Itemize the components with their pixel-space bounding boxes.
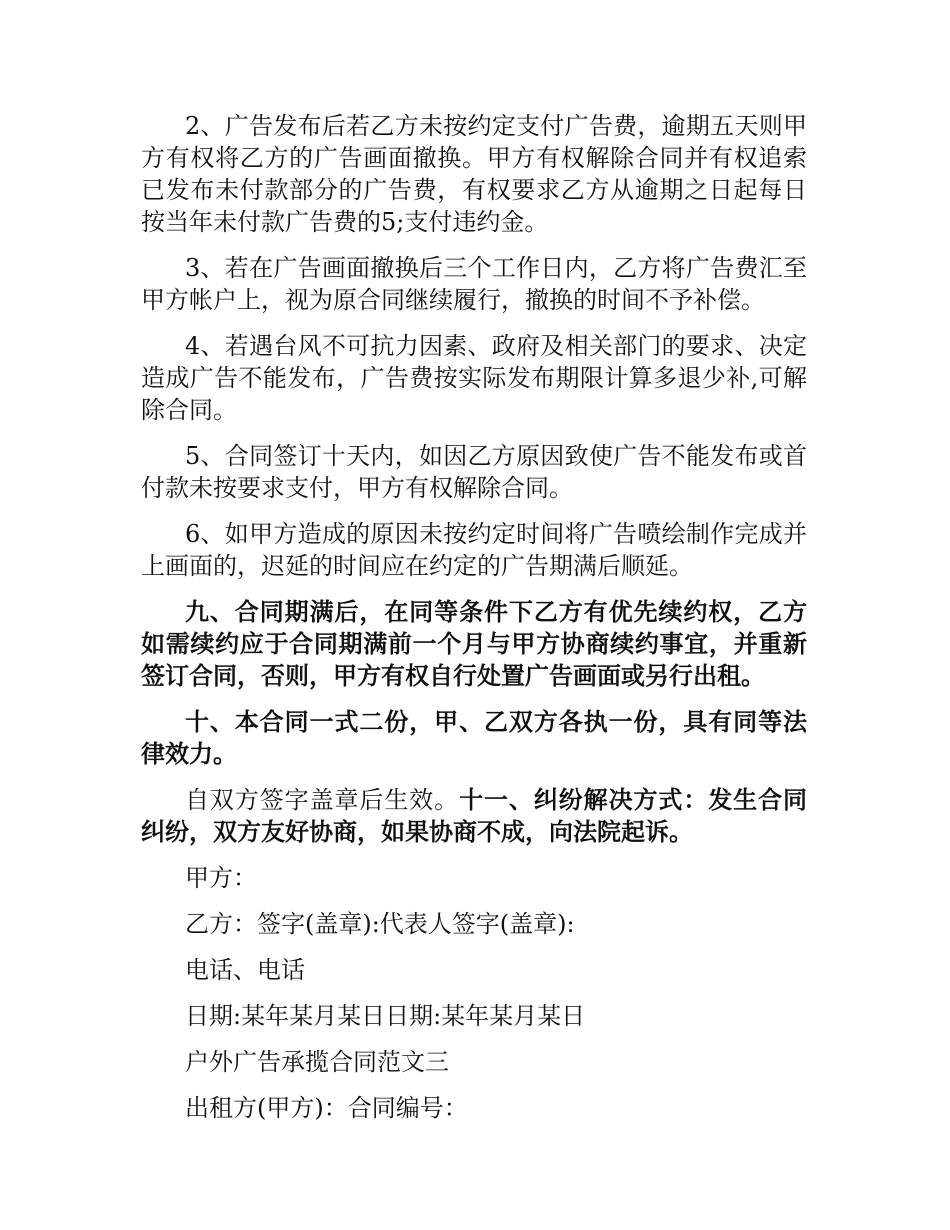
next-contract-title: 户外广告承揽合同范文三 xyxy=(185,1048,449,1076)
clause-10-copies: 十、本合同一式二份，甲、乙双方各执一份，具有同等法律效力。 xyxy=(141,707,807,768)
clause-8-item-6: 6、如甲方造成的原因未按约定时间将广告喷绘制作完成并上画面的，迟延的时间应在约定的广告期满后顺延。 xyxy=(141,520,807,580)
document-page xyxy=(141,110,807,1138)
clause-9-renewal: 九、合同期满后，在同等条件下乙方有优先续约权，乙方如需续约应于合同期满前一个月与甲方协商续约事宜，并重新签订合同，否则，甲方有权自行处置广告画面或另行出租。 xyxy=(141,597,807,690)
phone-line: 电话、电话 xyxy=(185,956,305,984)
lessor-line: 出租方(甲方)：合同编号： xyxy=(185,1094,468,1122)
clause-8-item-4: 4、若遇台风不可抗力因素、政府及相关部门的要求、决定造成广告不能发布，广告费按实际发布期限计算多退少补,可解除合同。 xyxy=(141,332,807,424)
effective-statement: 自双方签字盖章后生效。 xyxy=(185,786,460,814)
clause-8-item-2: 2、广告发布后若乙方未按约定支付广告费，逾期五天则甲方有权将乙方的广告画面撤换。甲方有权解除合同并有权追索已发布未付款部分的广告费，有权要求乙方从逾期之日起每日按当年未付款广告费的5;支付违约金。 xyxy=(141,112,807,236)
clause-11-paragraph xyxy=(141,784,807,848)
party-b-line: 乙方：签字(盖章):代表人签字(盖章): xyxy=(185,910,575,938)
clause-8-item-5: 5、合同签订十天内，如因乙方原因致使广告不能发布或首付款未按要求支付，甲方有权解除合同。 xyxy=(141,442,807,502)
date-line: 日期:某年某月某日日期:某年某月某日 xyxy=(185,1002,586,1030)
party-a-line: 甲方： xyxy=(185,864,257,892)
clause-8-item-3: 3、若在广告画面撤换后三个工作日内，乙方将广告费汇至甲方帐户上，视为原合同继续履行，撤换的时间不予补偿。 xyxy=(141,254,807,314)
clause-11-dispute: 十一、纠纷解决方式：发生合同纠纷，双方友好协商，如果协商不成，向法院起诉。 xyxy=(141,785,808,846)
